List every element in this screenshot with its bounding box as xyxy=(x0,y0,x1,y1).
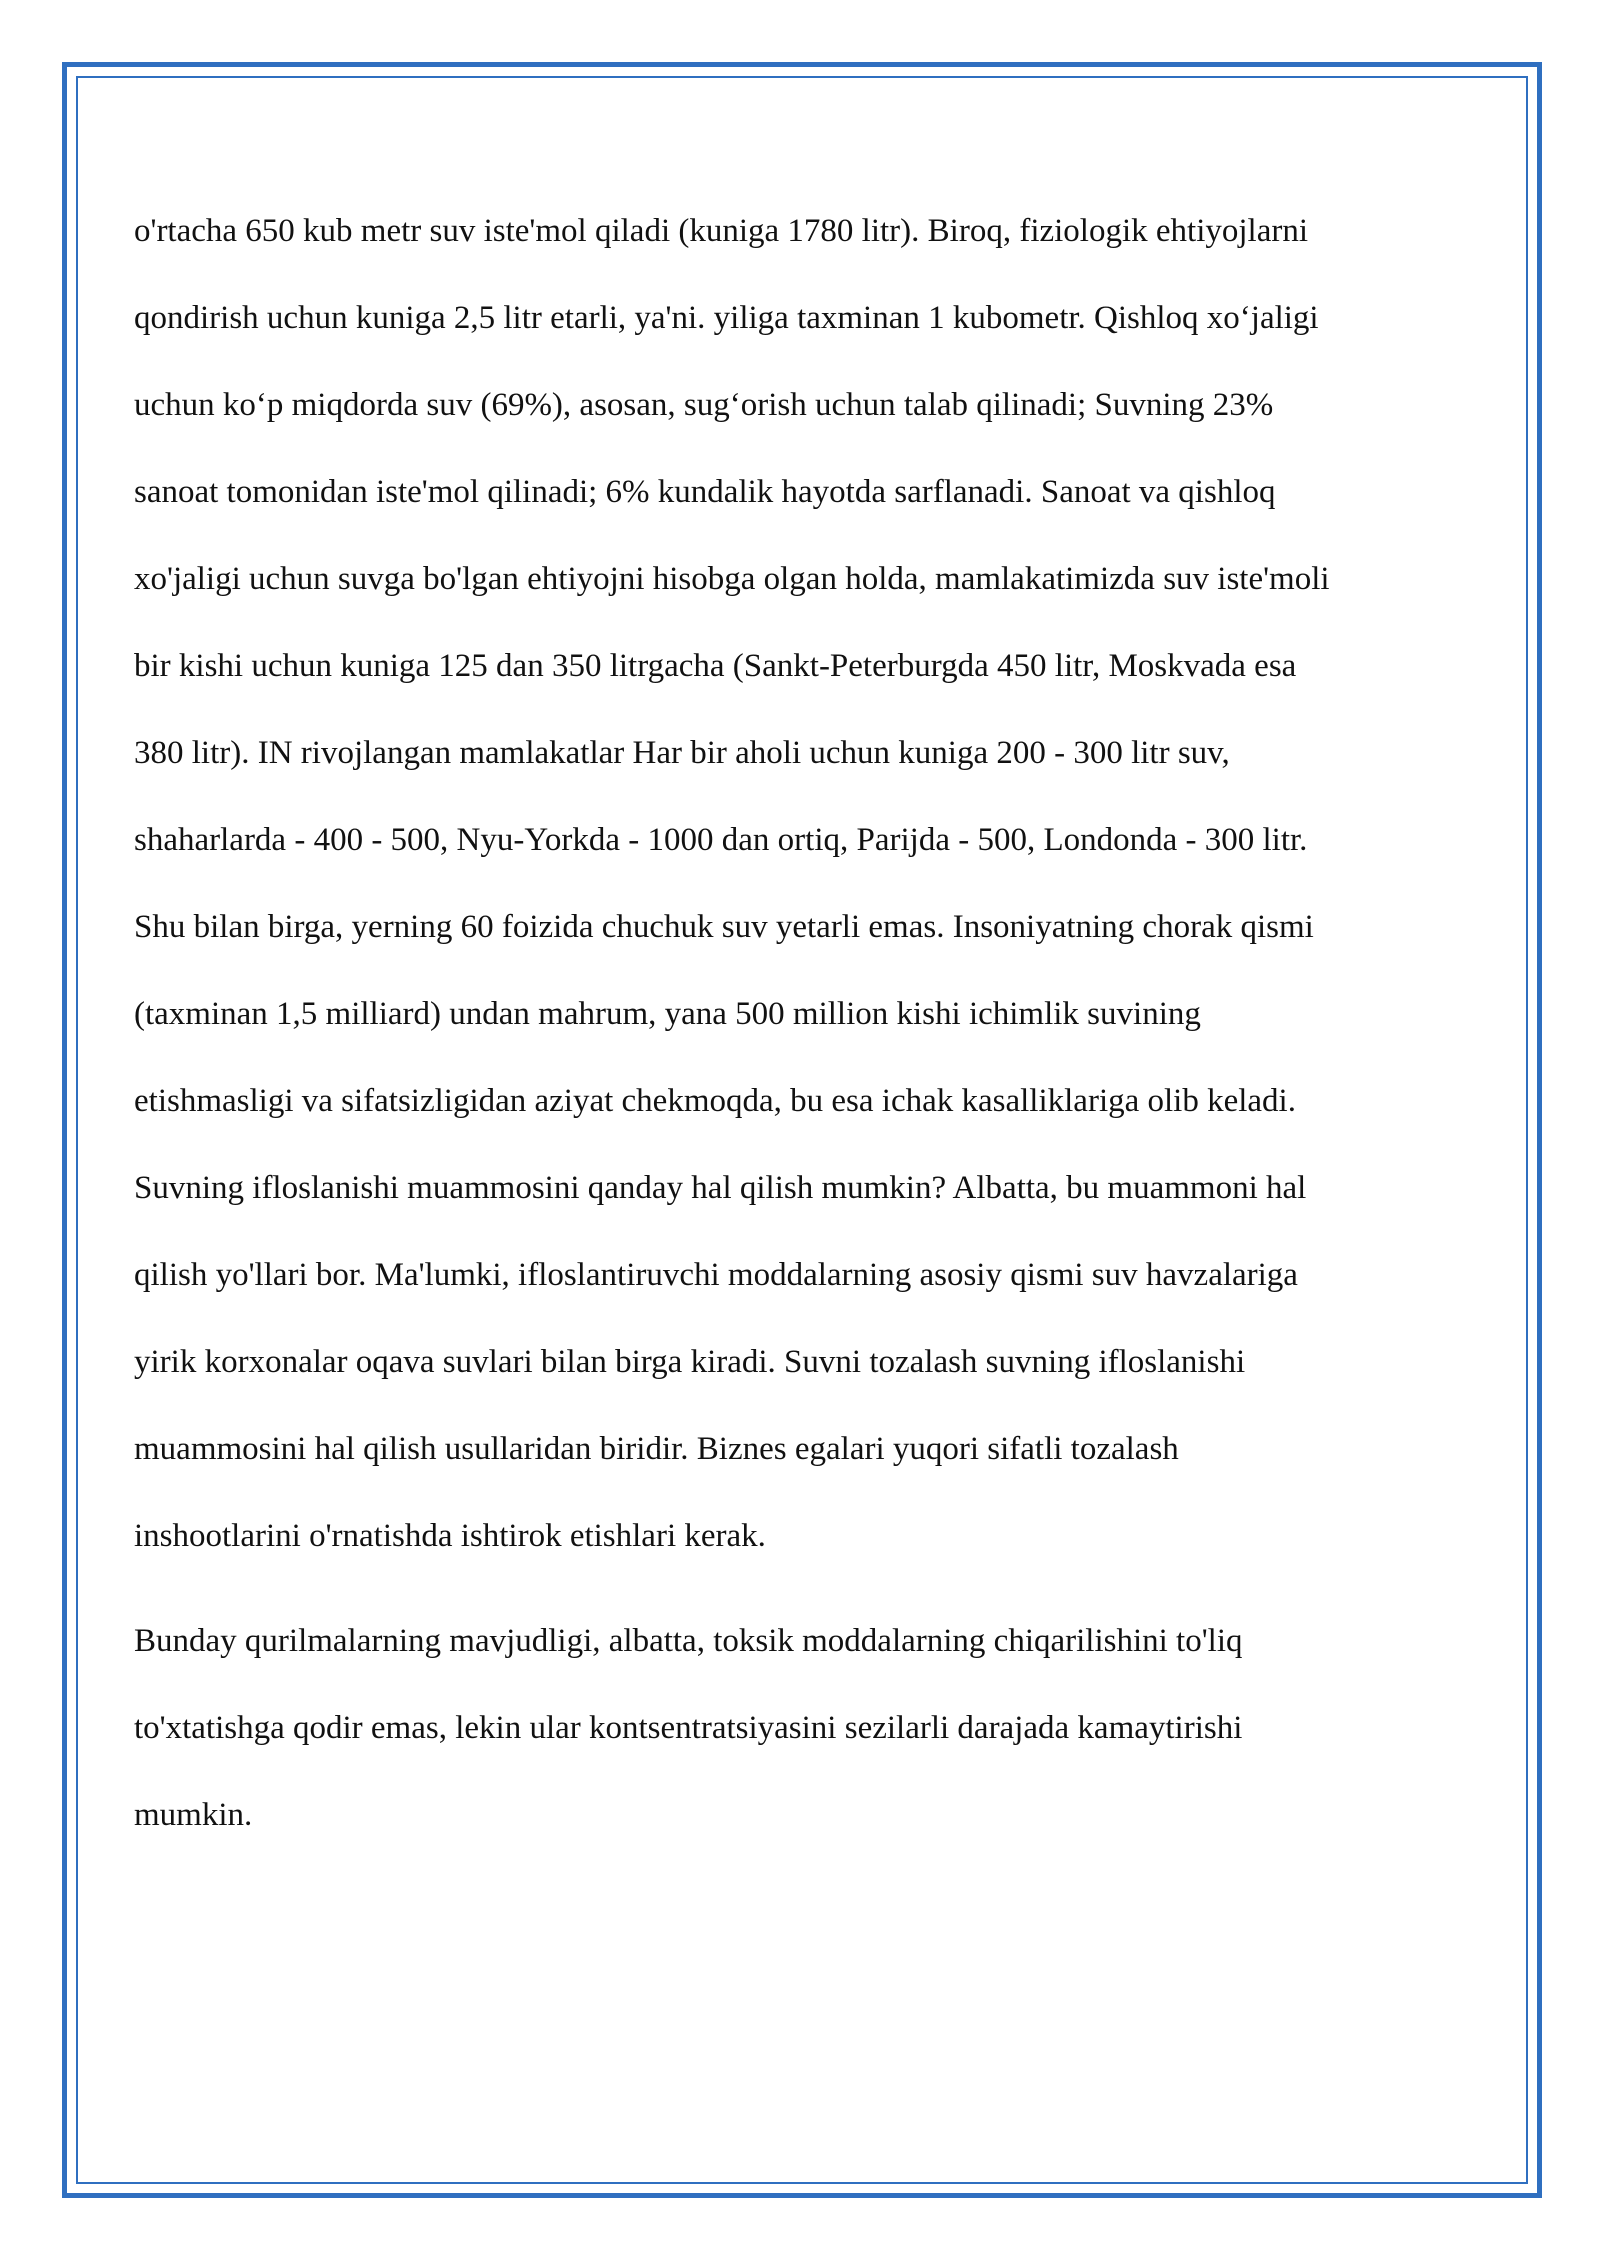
text-line: Shu bilan birga, yerning 60 foizida chuchuk suv yetarli emas. Insoniyatning chorak qismi xyxy=(134,909,1314,945)
text-line: sanoat tomonidan iste'mol qilinadi; 6% kundalik hayotda sarflanadi. Sanoat va qishloq xyxy=(134,474,1276,510)
text-line: Bunday qurilmalarning mavjudligi, albatta, toksik moddalarning chiqarilishini to'liq xyxy=(134,1623,1243,1659)
text-line: shaharlarda - 400 - 500, Nyu-Yorkda - 1000 dan ortiq, Parijda - 500, Londonda - 300 litr. xyxy=(134,822,1308,858)
paragraph-1 xyxy=(134,188,1504,1580)
text-line: qilish yo'llari bor. Ma'lumki, ifloslantiruvchi moddalarning asosiy qismi suv havzalariga xyxy=(134,1257,1298,1293)
text-line: yirik korxonalar oqava suvlari bilan birga kiradi. Suvni tozalash suvning ifloslanishi xyxy=(134,1344,1246,1380)
text-line: inshootlarini o'rnatishda ishtirok etishlari kerak. xyxy=(134,1518,766,1554)
text-line: mumkin. xyxy=(134,1797,253,1833)
text-line: bir kishi uchun kuniga 125 dan 350 litrgacha (Sankt-Peterburgda 450 litr, Moskvada esa xyxy=(134,648,1297,684)
text-line: xo'jaligi uchun suvga bo'lgan ehtiyojni hisobga olgan holda, mamlakatimizda suv iste'moli xyxy=(134,561,1330,597)
paragraph-2 xyxy=(134,1598,1514,1859)
text-line: o'rtacha 650 kub metr suv iste'mol qiladi (kuniga 1780 litr). Biroq, fiziologik ehtiyojlarni xyxy=(134,213,1309,249)
text-line: uchun koʻp miqdorda suv (69%), asosan, sugʻorish uchun talab qilinadi; Suvning 23% xyxy=(134,387,1274,423)
text-line: (taxminan 1,5 milliard) undan mahrum, yana 500 million kishi ichimlik suvining xyxy=(134,996,1201,1032)
text-line: 380 litr). IN rivojlangan mamlakatlar Har bir aholi uchun kuniga 200 - 300 litr suv, xyxy=(134,735,1230,771)
text-line: muammosini hal qilish usullaridan biridir. Biznes egalari yuqori sifatli tozalash xyxy=(134,1431,1179,1467)
text-line: qondirish uchun kuniga 2,5 litr etarli, ya'ni. yiliga taxminan 1 kubometr. Qishloq xoʻjaligi xyxy=(134,300,1319,336)
document-body xyxy=(134,188,1514,1859)
text-line: to'xtatishga qodir emas, lekin ular kontsentratsiyasini sezilarli darajada kamaytirishi xyxy=(134,1710,1243,1746)
text-line: Suvning ifloslanishi muammosini qanday hal qilish mumkin? Albatta, bu muammoni hal xyxy=(134,1170,1307,1206)
text-line: etishmasligi va sifatsizligidan aziyat chekmoqda, bu esa ichak kasalliklariga olib keladi. xyxy=(134,1083,1296,1119)
